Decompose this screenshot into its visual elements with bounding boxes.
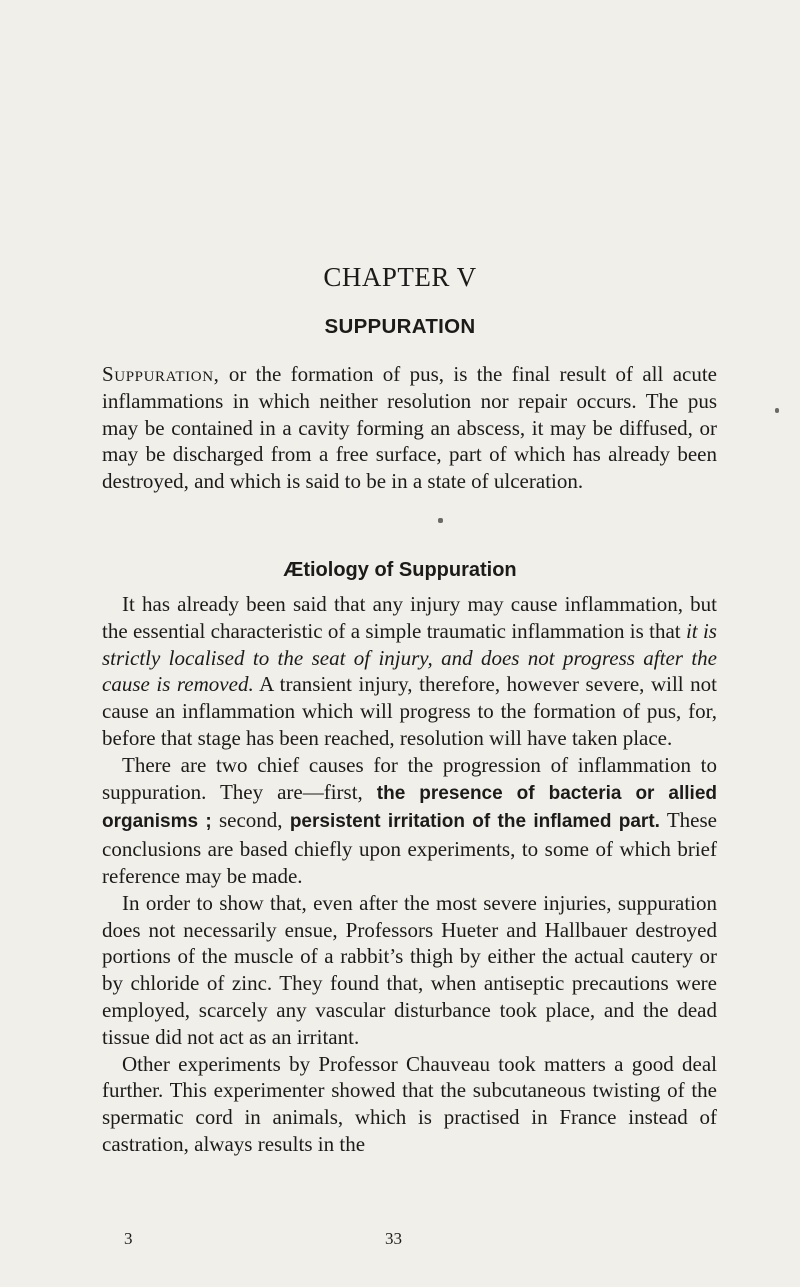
paragraph-3: In order to show that, even after the most severe injuries, suppuration does not necessarily ensue, Professors Hueter and Hallbauer destroyed portions of the muscle of a rabbit’s thigh by either the actual cautery or by chloride of zinc. They found that, when antiseptic precautions were employed, scarcely any vascular disturbance took place, and the dead tissue did not act as an irritant. [102, 890, 717, 1049]
signature-mark: 3 [124, 1229, 133, 1248]
paragraph-2-bold-cause-2: persistent irritation of the inflamed part. [289, 811, 660, 833]
paragraph-4: Other experiments by Professor Chauveau took matters a good deal further. This experimenter showed that the subcutaneous twisting of the spermatic cord in animals, which is practised in France instead of castration, always results in the [102, 1051, 717, 1156]
paragraph-2-text-b: second, [211, 808, 290, 833]
paragraph-1-text-b: A transient injury, therefore, however severe, will not cause an inflammation which will progress to the formation of pus, for, before that stage has been reached, resolution will have taken place. [102, 672, 718, 750]
section-body [102, 591, 717, 1158]
paper-speck [438, 518, 443, 523]
paragraph-1 [102, 591, 717, 752]
page-footer [0, 1229, 800, 1253]
paragraph-2 [102, 752, 717, 890]
intro-paragraph [102, 361, 717, 495]
paragraph-2-text-a: There are two chief causes for the progression of inflammation to suppuration. They are—first, [102, 752, 717, 804]
paragraph-2-text-c: These conclusions are based chiefly upon experiments, to some of which brief reference may be made. [102, 808, 717, 888]
paper-speck [775, 408, 779, 413]
chapter-heading: CHAPTER V [323, 262, 477, 292]
intro-text: or the formation of pus, is the final result of all acute inflammations in which neither resolution nor repair occurs. The pus may be contained in a cavity forming an abscess, it may be diffused, or may be discharged from a free surface, part of which has already been destroyed, and which is said to be in a state of ulceration. [102, 362, 717, 494]
page-number: 33 [385, 1229, 402, 1248]
intro-lead: Suppuration, [102, 362, 220, 386]
chapter-title: SUPPURATION [324, 315, 476, 338]
paragraph-1-emphasis: it is strictly localised to the seat of injury, and does not progress after the cause is removed. [102, 618, 717, 697]
intro-block [102, 361, 717, 495]
paragraph-1-text-a: It has already been said that any injury may cause inflammation, but the essential characteristic of a simple traumatic inflammation is that [102, 592, 717, 643]
paragraph-2-bold-cause-1: the presence of bacteria or allied organisms ; [102, 782, 718, 833]
section-heading: Ætiology of Suppuration [283, 559, 517, 581]
